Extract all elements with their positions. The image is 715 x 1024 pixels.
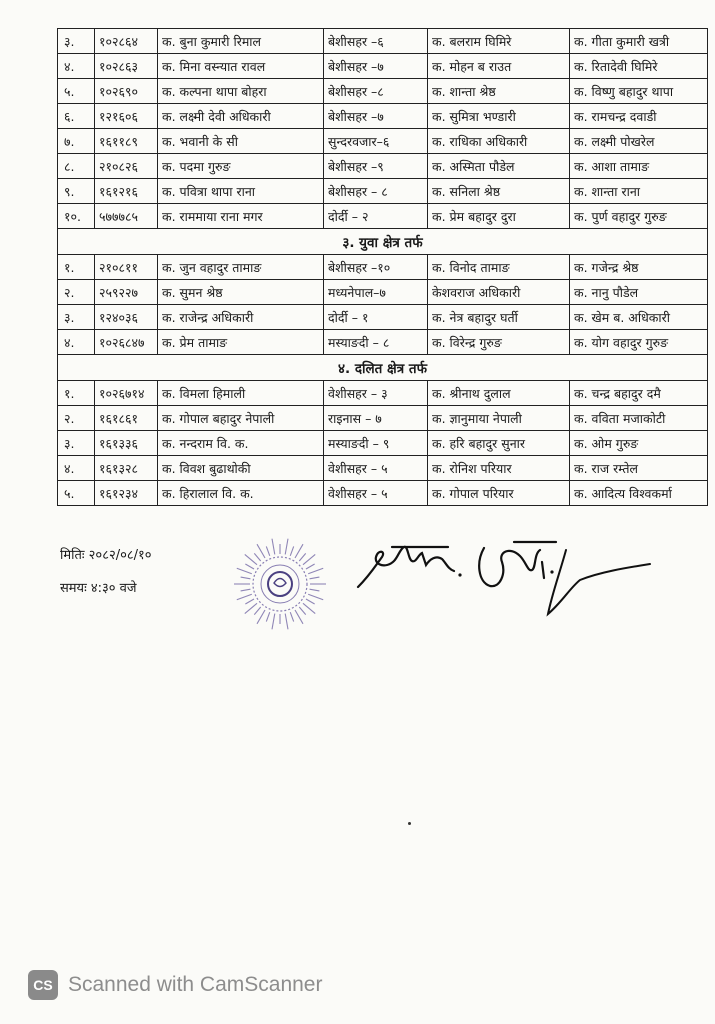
- address-cell: बेशीसहर –६: [324, 29, 428, 54]
- address-cell: बेशीसहर –९: [324, 154, 428, 179]
- proposer-cell: क. राधिका अधिकारी: [428, 129, 570, 154]
- seconder-cell: क. राज रम्तेल: [570, 456, 708, 481]
- ink-speck: [408, 822, 411, 825]
- table-row: [58, 54, 708, 79]
- membership-no-cell: १६११८९: [95, 129, 158, 154]
- address-cell: बेशीसहर – ८: [324, 179, 428, 204]
- proposer-cell: क. शान्ता श्रेष्ठ: [428, 79, 570, 104]
- candidate-name-cell: क. विमला हिमाली: [158, 381, 324, 406]
- signature-icon: [470, 532, 655, 622]
- address-cell: दोर्दी – १: [324, 305, 428, 330]
- membership-no-cell: २५९२२७: [95, 280, 158, 305]
- proposer-cell: क. बलराम घिमिरे: [428, 29, 570, 54]
- candidate-name-cell: क. पवित्रा थापा राना: [158, 179, 324, 204]
- proposer-cell: क. सनिला श्रेष्ठ: [428, 179, 570, 204]
- serial-no-cell: ४.: [58, 54, 95, 79]
- seconder-cell: क. ओम गुरुङ: [570, 431, 708, 456]
- candidate-name-cell: क. राजेन्द्र अधिकारी: [158, 305, 324, 330]
- candidate-table: [57, 28, 708, 506]
- candidate-name-cell: क. पदमा गुरुङ: [158, 154, 324, 179]
- table-row: [58, 154, 708, 179]
- table-group-dalit: [58, 381, 708, 506]
- serial-no-cell: ५.: [58, 481, 95, 506]
- address-cell: बेशीसहर –७: [324, 54, 428, 79]
- serial-no-cell: २.: [58, 406, 95, 431]
- table-row: [58, 481, 708, 506]
- table-row: [58, 204, 708, 229]
- proposer-cell: क. अस्मिता पौडेल: [428, 154, 570, 179]
- proposer-cell: क. श्रीनाथ दुलाल: [428, 381, 570, 406]
- seconder-cell: क. रामचन्द्र दवाडी: [570, 104, 708, 129]
- table-row: [58, 305, 708, 330]
- proposer-cell: क. ज्ञानुमाया नेपाली: [428, 406, 570, 431]
- serial-no-cell: ६.: [58, 104, 95, 129]
- table-group-youth: [58, 255, 708, 355]
- table-row: [58, 456, 708, 481]
- seconder-cell: क. आदित्य विश्वकर्मा: [570, 481, 708, 506]
- serial-no-cell: ३.: [58, 431, 95, 456]
- membership-no-cell: १६१३२८: [95, 456, 158, 481]
- candidate-name-cell: क. हिरालाल वि. क.: [158, 481, 324, 506]
- seconder-cell: क. खेम ब. अधिकारी: [570, 305, 708, 330]
- address-cell: वेशीसहर – ५: [324, 456, 428, 481]
- candidate-name-cell: क. लक्ष्मी देवी अधिकारी: [158, 104, 324, 129]
- serial-no-cell: ४.: [58, 330, 95, 355]
- membership-no-cell: १२४०३६: [95, 305, 158, 330]
- membership-no-cell: १०२६७१४: [95, 381, 158, 406]
- section-heading-dalit: [58, 355, 708, 381]
- table-row: [58, 381, 708, 406]
- table-row: [58, 406, 708, 431]
- section-title: ३. युवा क्षेत्र तर्फ: [58, 229, 708, 255]
- table-row: [58, 179, 708, 204]
- proposer-cell: क. विरेन्द्र गुरुङ: [428, 330, 570, 355]
- signature-icon: [352, 535, 472, 595]
- table-row: [58, 129, 708, 154]
- table-row: [58, 330, 708, 355]
- serial-no-cell: ४.: [58, 456, 95, 481]
- seconder-cell: क. चन्द्र बहादुर दमै: [570, 381, 708, 406]
- seconder-cell: क. गजेन्द्र श्रेष्ठ: [570, 255, 708, 280]
- address-cell: वेशीसहर – ३: [324, 381, 428, 406]
- membership-no-cell: १६१८६१: [95, 406, 158, 431]
- candidate-name-cell: क. गोपाल बहादुर नेपाली: [158, 406, 324, 431]
- candidate-name-cell: क. प्रेम तामाङ: [158, 330, 324, 355]
- serial-no-cell: १.: [58, 255, 95, 280]
- address-cell: बेशीसहर –७: [324, 104, 428, 129]
- seconder-cell: क. विष्णु बहादुर थापा: [570, 79, 708, 104]
- proposer-cell: क. सुमित्रा भण्डारी: [428, 104, 570, 129]
- seconder-cell: क. शान्ता राना: [570, 179, 708, 204]
- section-title: ४. दलित क्षेत्र तर्फ: [58, 355, 708, 381]
- address-cell: सुन्दरवजार–६: [324, 129, 428, 154]
- table-group-continued: [58, 29, 708, 229]
- membership-no-cell: २१०८२६: [95, 154, 158, 179]
- seconder-cell: क. आशा तामाङ: [570, 154, 708, 179]
- membership-no-cell: १०२८६४: [95, 29, 158, 54]
- address-cell: बेशीसहर –८: [324, 79, 428, 104]
- candidate-name-cell: क. जुन वहादुर तामाङ: [158, 255, 324, 280]
- membership-no-cell: २१०८११: [95, 255, 158, 280]
- address-cell: बेशीसहर –१०: [324, 255, 428, 280]
- candidate-name-cell: क. राममाया राना मगर: [158, 204, 324, 229]
- section-heading-youth: [58, 229, 708, 255]
- table-row: [58, 431, 708, 456]
- address-cell: वेशीसहर – ५: [324, 481, 428, 506]
- seconder-cell: क. नानु पौडेल: [570, 280, 708, 305]
- address-cell: मध्यनेपाल–७: [324, 280, 428, 305]
- membership-no-cell: १०२६८४७: [95, 330, 158, 355]
- address-cell: मस्याङदी – ९: [324, 431, 428, 456]
- candidate-name-cell: क. कल्पना थापा बोहरा: [158, 79, 324, 104]
- membership-no-cell: १०२८६३: [95, 54, 158, 79]
- seconder-cell: क. वविता मजाकोटी: [570, 406, 708, 431]
- proposer-cell: क. हरि बहादुर सुनार: [428, 431, 570, 456]
- proposer-cell: क. मोहन ब राउत: [428, 54, 570, 79]
- scanner-watermark: [28, 970, 322, 1000]
- table-row: [58, 79, 708, 104]
- table-row: [58, 104, 708, 129]
- seconder-cell: क. लक्ष्मी पोखरेल: [570, 129, 708, 154]
- seconder-cell: क. गीता कुमारी खत्री: [570, 29, 708, 54]
- proposer-cell: क. नेत्र बहादुर घर्ती: [428, 305, 570, 330]
- address-cell: दोर्दी – २: [324, 204, 428, 229]
- candidate-name-cell: क. मिना वस्न्यात रावल: [158, 54, 324, 79]
- serial-no-cell: ३.: [58, 305, 95, 330]
- time-line: समयः ४:३० वजे: [60, 581, 137, 596]
- serial-no-cell: १.: [58, 381, 95, 406]
- date-line: मितिः २०८२/०८/१०: [60, 548, 152, 563]
- proposer-cell: केशवराज अधिकारी: [428, 280, 570, 305]
- serial-no-cell: ३.: [58, 29, 95, 54]
- proposer-cell: क. प्रेम बहादुर दुरा: [428, 204, 570, 229]
- serial-no-cell: २.: [58, 280, 95, 305]
- seconder-cell: क. योग वहादुर गुरुङ: [570, 330, 708, 355]
- membership-no-cell: १६१२३४: [95, 481, 158, 506]
- proposer-cell: क. गोपाल परियार: [428, 481, 570, 506]
- candidate-name-cell: क. सुमन श्रेष्ठ: [158, 280, 324, 305]
- table-row: [58, 255, 708, 280]
- camscanner-logo-icon: CS: [28, 970, 58, 1000]
- proposer-cell: क. रोनिश परियार: [428, 456, 570, 481]
- serial-no-cell: ९.: [58, 179, 95, 204]
- serial-no-cell: ७.: [58, 129, 95, 154]
- seconder-cell: क. रितादेवी घिमिरे: [570, 54, 708, 79]
- membership-no-cell: ५७७७८५: [95, 204, 158, 229]
- candidate-name-cell: क. विवश बुढाथोकी: [158, 456, 324, 481]
- membership-no-cell: १२१६०६: [95, 104, 158, 129]
- table-row: [58, 280, 708, 305]
- membership-no-cell: १०२६९०: [95, 79, 158, 104]
- proposer-cell: क. विनोद तामाङ: [428, 255, 570, 280]
- table-row: [58, 29, 708, 54]
- membership-no-cell: १६१२१६: [95, 179, 158, 204]
- serial-no-cell: १०.: [58, 204, 95, 229]
- serial-no-cell: ५.: [58, 79, 95, 104]
- candidate-name-cell: क. बुना कुमारी रिमाल: [158, 29, 324, 54]
- watermark-text: Scanned with CamScanner: [68, 973, 323, 996]
- seconder-cell: क. पुर्ण वहादुर गुरुङ: [570, 204, 708, 229]
- candidate-name-cell: क. नन्दराम वि. क.: [158, 431, 324, 456]
- address-cell: मस्याङदी – ८: [324, 330, 428, 355]
- address-cell: राइनास – ७: [324, 406, 428, 431]
- official-seal-icon: [232, 536, 328, 632]
- candidate-name-cell: क. भवानी के सी: [158, 129, 324, 154]
- document-body: [57, 28, 707, 506]
- serial-no-cell: ८.: [58, 154, 95, 179]
- membership-no-cell: १६१३३६: [95, 431, 158, 456]
